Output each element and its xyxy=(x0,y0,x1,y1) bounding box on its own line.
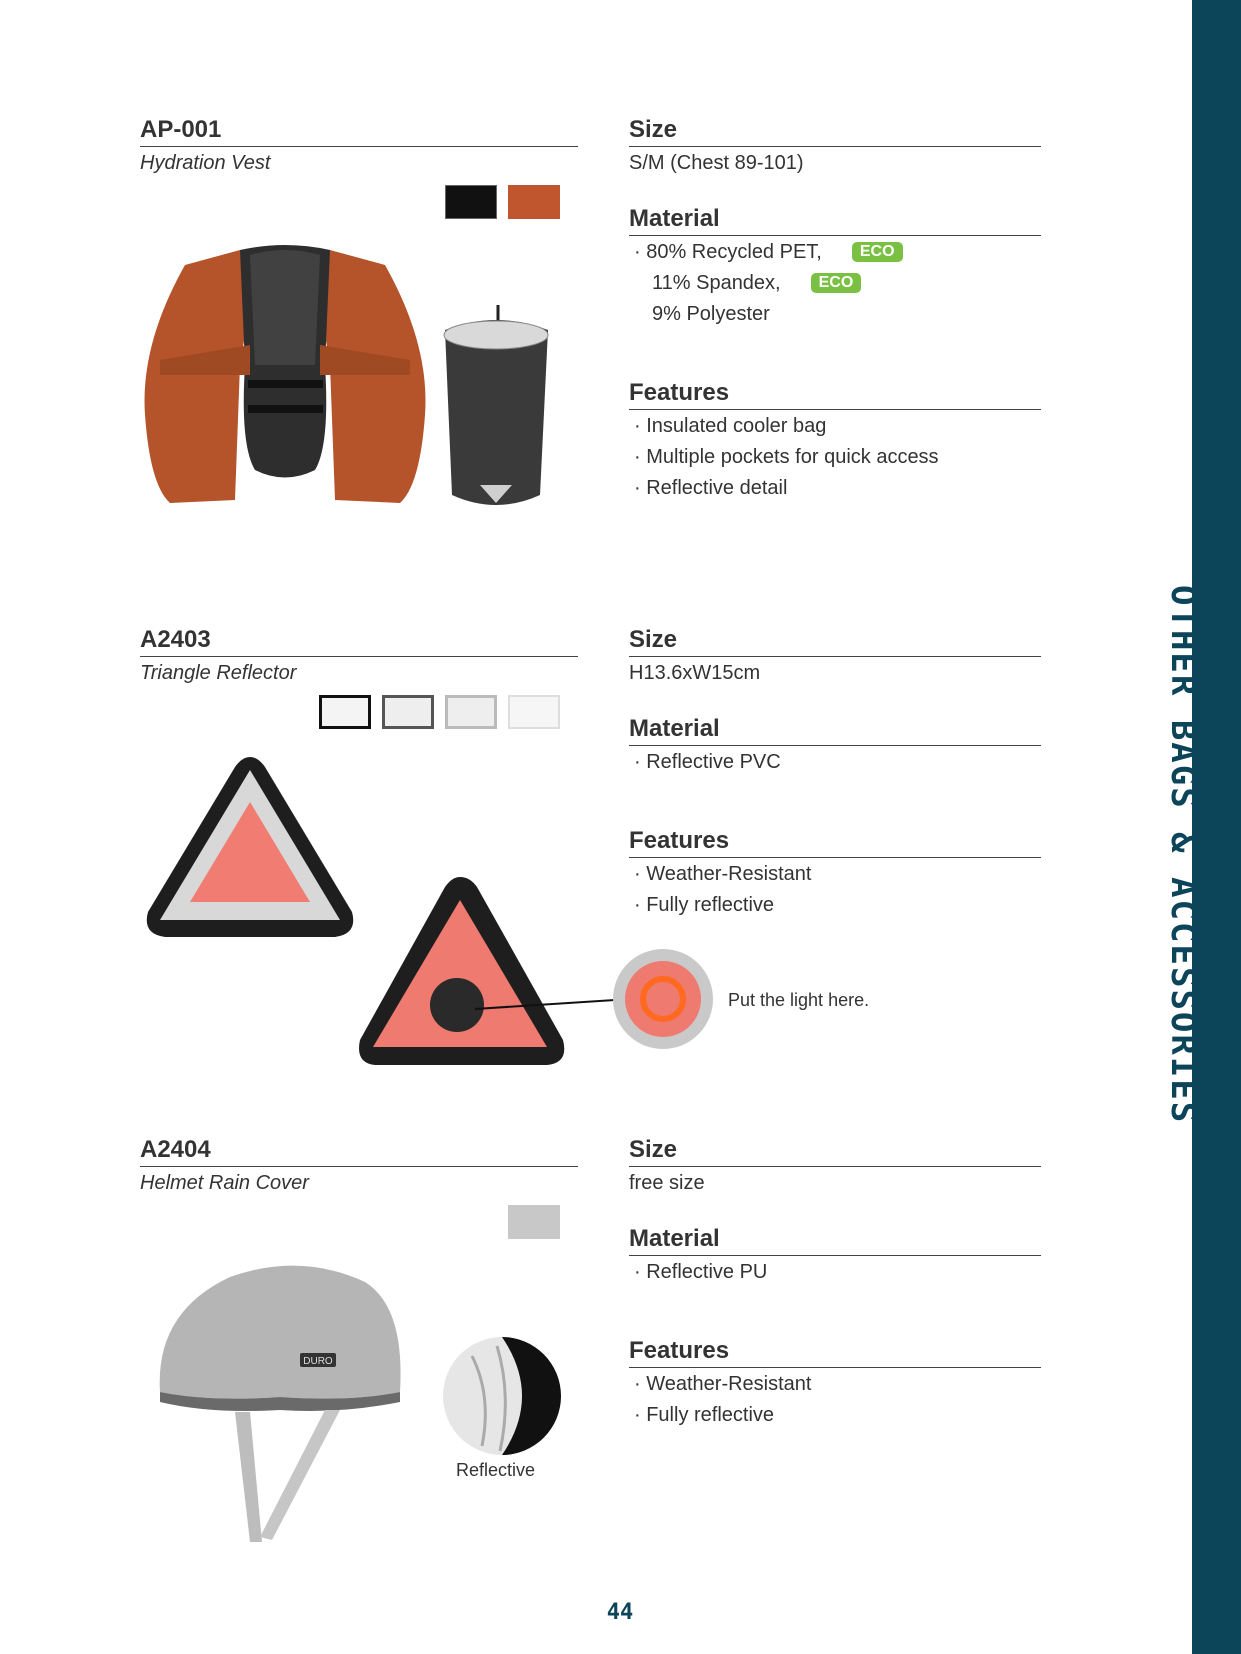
cooler-bag-image xyxy=(440,305,552,510)
material-line: 9% Polyester xyxy=(652,303,770,325)
feature-item: · Weather-Resistant xyxy=(634,1373,812,1395)
feature-item: · Insulated cooler bag xyxy=(634,415,827,437)
feature-item: · Fully reflective xyxy=(634,1404,775,1426)
hydration-vest-image xyxy=(140,245,430,510)
material-line: · Reflective PU xyxy=(634,1261,768,1283)
material-line: · Reflective PVC xyxy=(634,751,781,773)
product-code: AP-001 xyxy=(140,116,578,147)
feature-item: · Fully reflective xyxy=(634,894,775,916)
size-heading: Size xyxy=(629,116,1041,147)
size-heading: Size xyxy=(629,1136,1041,1167)
light-position-detail-image xyxy=(612,948,714,1050)
section-title: OTHER BAGS & ACCESSORIES xyxy=(1163,585,1203,1125)
material-heading: Material xyxy=(629,205,1041,236)
color-swatch-black xyxy=(445,185,497,219)
color-swatch-gray xyxy=(382,695,434,729)
color-swatch-white xyxy=(508,695,560,729)
product-name: Triangle Reflector xyxy=(140,662,297,684)
features-heading: Features xyxy=(629,379,1041,410)
feature-item: · Weather-Resistant xyxy=(634,863,812,885)
feature-item: · Multiple pockets for quick access xyxy=(634,446,939,468)
material-line: · 80% Recycled PET, ECO xyxy=(634,241,903,264)
product-name: Hydration Vest xyxy=(140,152,271,174)
color-swatch-rust xyxy=(508,185,560,219)
color-swatch-black xyxy=(319,695,371,729)
reflective-caption: Reflective xyxy=(456,1460,536,1480)
size-value: free size xyxy=(629,1172,705,1194)
features-heading: Features xyxy=(629,827,1041,858)
eco-badge: ECO xyxy=(852,242,903,262)
size-value: S/M (Chest 89-101) xyxy=(629,152,804,174)
size-value: H13.6xW15cm xyxy=(629,662,761,684)
features-heading: Features xyxy=(629,1337,1041,1368)
size-heading: Size xyxy=(629,626,1041,657)
material-heading: Material xyxy=(629,715,1041,746)
material-heading: Material xyxy=(629,1225,1041,1256)
feature-item: · Reflective detail xyxy=(634,477,788,499)
eco-badge: ECO xyxy=(811,273,862,293)
triangle-reflector-image xyxy=(140,752,360,942)
color-swatch-silver xyxy=(445,695,497,729)
triangle-reflector-back-image xyxy=(355,875,570,1070)
material-line: 11% Spandex, ECO xyxy=(652,272,861,295)
product-code: A2403 xyxy=(140,626,578,657)
product-name: Helmet Rain Cover xyxy=(140,1172,309,1194)
page-number: 44 xyxy=(606,1600,634,1625)
product-code: A2404 xyxy=(140,1136,578,1167)
helmet-rain-cover-image xyxy=(150,1252,410,1552)
color-swatch-gray xyxy=(508,1205,560,1239)
helmet-logo: DURO xyxy=(303,1356,333,1367)
reflective-detail-image xyxy=(442,1336,562,1456)
light-callout-text: Put the light here. xyxy=(728,990,870,1010)
